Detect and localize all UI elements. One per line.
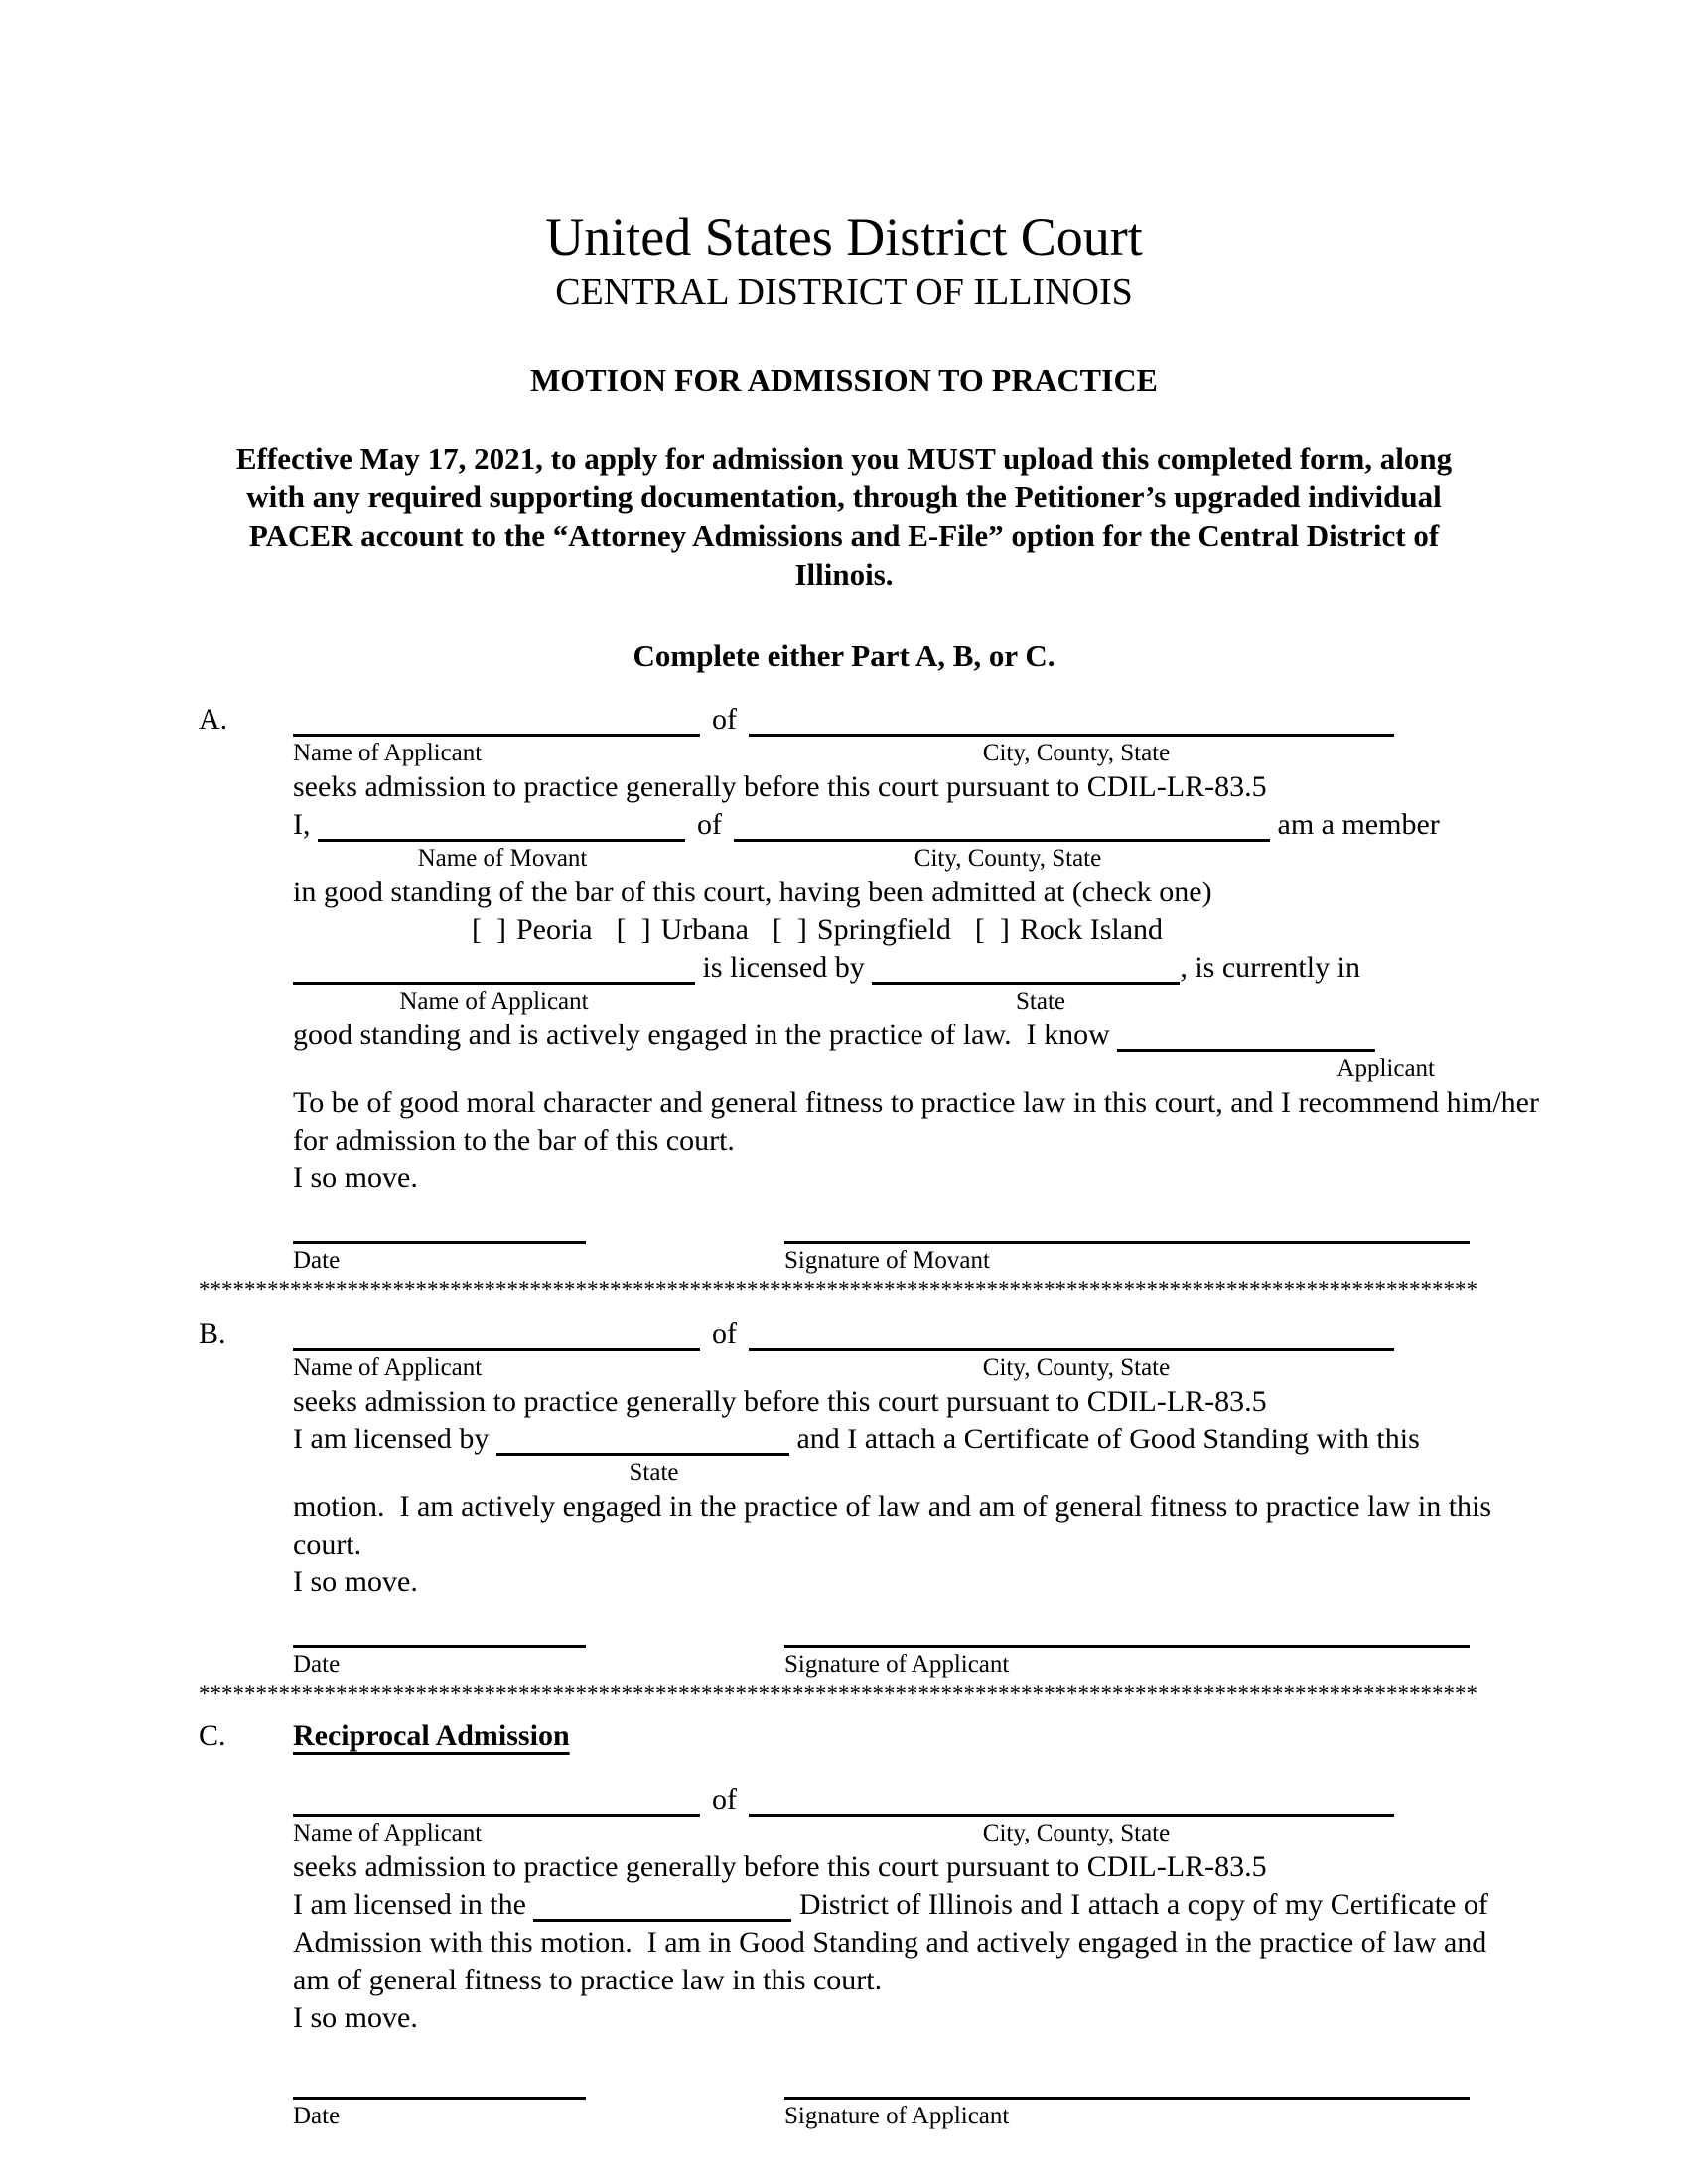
district-suffix-text: District of Illinois and I attach a copy of my Certificate of	[798, 1888, 1488, 1921]
part-a-first-row	[199, 701, 1628, 739]
part-a	[199, 701, 1628, 1276]
part-a-licensed-applicant-blank[interactable]	[293, 960, 695, 985]
signature-of-applicant-label: Signature of Applicant	[784, 2103, 1010, 2129]
part-a-letter: A.	[199, 703, 228, 736]
part-c-fitness-line: am of general fitness to practice law in this court.	[293, 1964, 883, 1996]
part-b-date-column	[293, 1615, 784, 1680]
signature-of-applicant-label: Signature of Applicant	[784, 1651, 1010, 1678]
part-b-motion-line: motion. I am actively engaged in the practice of law and am of general fitness to practice law in this	[293, 1490, 1492, 1523]
part-c-signature-blank[interactable]	[784, 2067, 1470, 2100]
part-b-signature-block	[293, 1615, 1628, 1680]
licensed-in-prefix-text: I am licensed in the	[293, 1888, 526, 1921]
date-label: Date	[293, 1247, 341, 1274]
part-a-movant-location-blank[interactable]	[734, 817, 1270, 842]
peoria-label: Peoria	[515, 913, 593, 946]
part-a-applicant-location-blank[interactable]	[749, 712, 1394, 737]
know-line-text: good standing and is actively engaged in the practice of law. I know	[293, 1019, 1110, 1051]
part-b-signature-column	[784, 1615, 1470, 1680]
part-a-know-row-labels	[293, 1054, 1628, 1084]
part-a-known-applicant-blank[interactable]	[1117, 1027, 1375, 1052]
part-c-date-column	[293, 2067, 784, 2131]
part-a-movant-name-blank[interactable]	[318, 817, 685, 842]
part-a-licensed-row	[293, 949, 1628, 987]
city-county-state-label: City, County, State	[982, 1820, 1171, 1846]
part-c-licensed-row	[293, 1886, 1628, 1924]
part-c-first-row-labels	[293, 1819, 1628, 1848]
of-text: of	[712, 1783, 737, 1816]
part-a-movant-row	[293, 806, 1628, 844]
part-b-applicant-name-blank[interactable]	[293, 1326, 700, 1351]
name-of-applicant-label: Name of Applicant	[399, 988, 589, 1015]
rock-island-label: Rock Island	[1019, 913, 1164, 946]
name-of-applicant-label: Name of Applicant	[293, 1354, 483, 1381]
part-c-signature-block	[293, 2067, 1628, 2131]
name-of-applicant-label: Name of Applicant	[293, 740, 483, 766]
part-a-admitted-at-row	[472, 911, 1628, 949]
part-c-move-line: I so move.	[293, 2001, 418, 2034]
member-suffix-text: am a member	[1277, 808, 1440, 841]
state-label: State	[629, 1459, 679, 1486]
part-c-admission-line: Admission with this motion. I am in Good Standing and actively engaged in the practice of law and	[293, 1926, 1487, 1959]
part-a-first-row-labels	[293, 739, 1628, 768]
springfield-label: Springfield	[816, 913, 951, 946]
city-county-state-label: City, County, State	[982, 1354, 1171, 1381]
part-c-applicant-location-blank[interactable]	[749, 1792, 1394, 1817]
form-title: MOTION FOR ADMISSION TO PRACTICE	[530, 362, 1158, 398]
part-a-applicant-name-blank[interactable]	[293, 712, 700, 737]
part-a-recommend-line: To be of good moral character and general fitness to practice law in this court, and I recommend him/her	[293, 1086, 1539, 1119]
peoria-checkbox[interactable]: [ ]	[472, 913, 506, 946]
currently-in-text: , is currently in	[1180, 951, 1360, 984]
section-separator: ****************************************************************************************************************	[199, 1277, 1477, 1301]
part-c	[199, 1717, 1628, 2131]
section-separator: ****************************************************************************************************************	[199, 1681, 1477, 1706]
notice-line: Illinois.	[794, 557, 894, 592]
part-a-date-blank[interactable]	[293, 1211, 586, 1244]
instruction-line: Complete either Part A, B, or C.	[633, 638, 1055, 673]
signature-of-movant-label: Signature of Movant	[784, 1247, 990, 1274]
name-of-applicant-label: Name of Applicant	[293, 1820, 483, 1846]
part-b-licensed-row-labels	[293, 1458, 1628, 1488]
part-a-date-column	[293, 1211, 784, 1276]
part-c-date-blank[interactable]	[293, 2067, 586, 2100]
part-c-letter: C.	[199, 1719, 226, 1752]
notice-paragraph	[0, 439, 1688, 594]
i-prefix-text: I,	[293, 808, 311, 841]
part-a-licensed-row-labels	[293, 987, 1628, 1017]
of-text: of	[712, 1317, 737, 1350]
of-text: of	[712, 703, 737, 736]
part-b	[199, 1315, 1628, 1680]
part-c-applicant-name-blank[interactable]	[293, 1792, 700, 1817]
part-a-move-line: I so move.	[293, 1161, 418, 1194]
attach-suffix-text: and I attach a Certificate of Good Standing with this	[796, 1423, 1420, 1455]
springfield-checkbox[interactable]: [ ]	[772, 913, 807, 946]
part-b-letter: B.	[199, 1317, 226, 1350]
form-body	[199, 701, 1628, 2131]
part-b-first-row-labels	[293, 1353, 1628, 1383]
notice-line: Effective May 17, 2021, to apply for admission you MUST upload this completed form, along	[235, 441, 1453, 476]
part-b-applicant-location-blank[interactable]	[749, 1326, 1394, 1351]
part-b-signature-blank[interactable]	[784, 1615, 1470, 1648]
date-label: Date	[293, 1651, 341, 1678]
part-a-know-row	[293, 1017, 1628, 1054]
part-b-seeks-line: seeks admission to practice generally before this court pursuant to CDIL-LR-83.5	[293, 1385, 1267, 1418]
notice-line: with any required supporting documentation, through the Petitioner’s upgraded individual	[246, 479, 1442, 514]
part-a-admission-line: for admission to the bar of this court.	[293, 1124, 735, 1157]
applicant-label: Applicant	[1336, 1055, 1435, 1082]
part-a-licensing-state-blank[interactable]	[872, 960, 1180, 985]
part-a-signature-blank[interactable]	[784, 1211, 1470, 1244]
part-b-first-row	[199, 1315, 1628, 1353]
licensed-by-prefix-text: I am licensed by	[293, 1423, 490, 1455]
part-a-signature-column	[784, 1211, 1470, 1276]
part-c-signature-column	[784, 2067, 1470, 2131]
of-text: of	[697, 808, 722, 841]
date-label: Date	[293, 2103, 341, 2129]
urbana-checkbox[interactable]: [ ]	[616, 913, 651, 946]
part-a-signature-block	[293, 1211, 1628, 1276]
court-title: United States District Court	[545, 207, 1143, 267]
part-b-licensed-row	[293, 1421, 1628, 1458]
licensed-by-text: is licensed by	[702, 951, 865, 984]
name-of-movant-label: Name of Movant	[417, 845, 588, 872]
part-a-movant-row-labels	[293, 844, 1628, 874]
city-county-state-label: City, County, State	[982, 740, 1171, 766]
rock-island-checkbox[interactable]: [ ]	[974, 913, 1010, 946]
part-c-seeks-line: seeks admission to practice generally before this court pursuant to CDIL-LR-83.5	[293, 1850, 1267, 1883]
part-b-date-blank[interactable]	[293, 1615, 586, 1648]
notice-line: PACER account to the “Attorney Admissions and E-File” option for the Central District of	[248, 518, 1440, 553]
part-c-heading: Reciprocal Admission	[293, 1719, 570, 1752]
part-a-seeks-line: seeks admission to practice generally before this court pursuant to CDIL-LR-83.5	[293, 770, 1267, 803]
part-b-court-line: court.	[293, 1528, 362, 1561]
court-district: CENTRAL DISTRICT OF ILLINOIS	[555, 271, 1133, 313]
part-b-move-line: I so move.	[293, 1566, 418, 1598]
part-b-licensing-state-blank[interactable]	[496, 1432, 789, 1456]
city-county-state-label: City, County, State	[914, 845, 1102, 872]
state-label: State	[1016, 988, 1065, 1015]
part-c-heading-row	[199, 1717, 1628, 1755]
part-a-standing-line: in good standing of the bar of this court, having been admitted at (check one)	[293, 876, 1212, 908]
part-c-first-row	[293, 1781, 1628, 1819]
urbana-label: Urbana	[660, 913, 749, 946]
part-c-district-blank[interactable]	[533, 1897, 791, 1922]
